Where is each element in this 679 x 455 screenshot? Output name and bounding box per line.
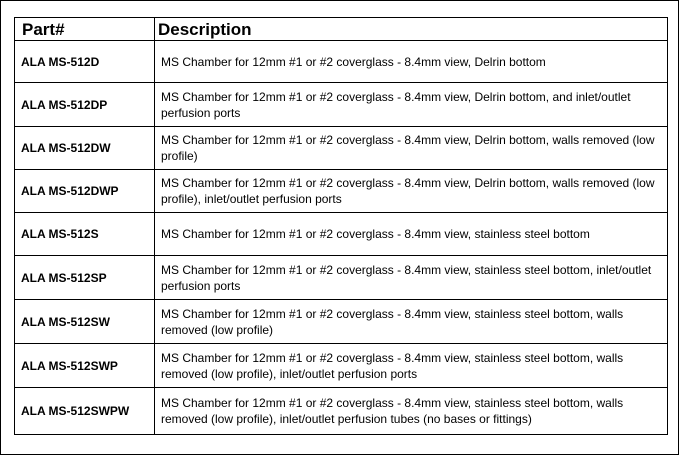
description-cell: MS Chamber for 12mm #1 or #2 coverglass - 8.4mm view, stainless steel bottom [155,213,668,256]
description-column-header: Description [155,18,668,41]
table-row [15,213,668,256]
part-number-cell: ALA MS-512SWP [15,344,155,388]
part-number-cell: ALA MS-512SP [15,256,155,300]
part-column-header: Part# [15,18,155,41]
description-cell: MS Chamber for 12mm #1 or #2 coverglass - 8.4mm view, Delrin bottom, walls removed (low profile), inlet/outlet perfusion ports [155,170,668,213]
description-cell: MS Chamber for 12mm #1 or #2 coverglass - 8.4mm view, stainless steel bottom, inlet/outlet perfusion ports [155,256,668,300]
part-number-cell: ALA MS-512SWPW [15,388,155,435]
table-row [15,388,668,435]
table-row [15,127,668,170]
parts-table [14,17,668,435]
table-row [15,41,668,83]
part-number-cell: ALA MS-512SW [15,300,155,344]
description-cell: MS Chamber for 12mm #1 or #2 coverglass - 8.4mm view, stainless steel bottom, walls removed (low profile), inlet/outlet perfusion tubes (no bases or fittings) [155,388,668,435]
part-number-cell: ALA MS-512D [15,41,155,83]
part-number-cell: ALA MS-512DW [15,127,155,170]
table-row [15,344,668,388]
description-cell: MS Chamber for 12mm #1 or #2 coverglass - 8.4mm view, stainless steel bottom, walls removed (low profile) [155,300,668,344]
part-number-cell: ALA MS-512DP [15,83,155,127]
description-cell: MS Chamber for 12mm #1 or #2 coverglass - 8.4mm view, Delrin bottom, walls removed (low profile) [155,127,668,170]
description-cell: MS Chamber for 12mm #1 or #2 coverglass - 8.4mm view, Delrin bottom [155,41,668,83]
table-row [15,256,668,300]
table-row [15,83,668,127]
part-number-cell: ALA MS-512DWP [15,170,155,213]
description-cell: MS Chamber for 12mm #1 or #2 coverglass - 8.4mm view, Delrin bottom, and inlet/outlet perfusion ports [155,83,668,127]
table-header-row [15,18,668,41]
description-cell: MS Chamber for 12mm #1 or #2 coverglass - 8.4mm view, stainless steel bottom, walls removed (low profile), inlet/outlet perfusion ports [155,344,668,388]
table-row [15,300,668,344]
table-row [15,170,668,213]
part-number-cell: ALA MS-512S [15,213,155,256]
